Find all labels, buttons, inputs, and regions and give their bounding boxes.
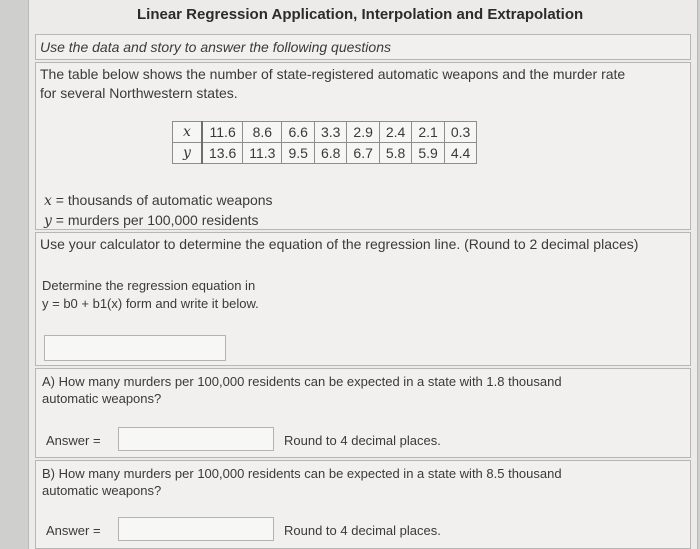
question-b-box <box>35 460 691 549</box>
question-b-line-2: automatic weapons? <box>42 483 162 498</box>
question-b-answer-input[interactable] <box>118 517 274 541</box>
table-cell: 2.1 <box>412 122 444 143</box>
y-header: y <box>173 143 203 164</box>
variable-definitions <box>44 191 273 231</box>
instruction-text: Use your calculator to determine the equation of the regression line. (Round to 2 decimal places) <box>40 236 639 252</box>
table-cell: 5.8 <box>379 143 411 164</box>
story-line-1: The table below shows the number of state-registered automatic weapons and the murder rate <box>40 66 626 82</box>
story-line-2: for several Northwestern states. <box>40 85 238 101</box>
answer-label: Answer = <box>46 523 101 538</box>
regression-equation-input[interactable] <box>44 335 226 361</box>
question-b-line-1: B) How many murders per 100,000 residents can be expected in a state with 8.5 thousand <box>42 466 562 481</box>
subtitle-text: Use the data and story to answer the following questions <box>40 39 391 55</box>
page-title: Linear Regression Application, Interpolation and Extrapolation <box>137 6 584 23</box>
instruction-box <box>35 232 691 366</box>
table-cell: 5.9 <box>412 143 444 164</box>
table-cell: 8.6 <box>243 122 282 143</box>
question-a-box <box>35 368 691 458</box>
x-definition: x = thousands of automatic weapons <box>44 192 273 209</box>
prompt-line-2: y = b0 + b1(x) form and write it below. <box>42 296 259 311</box>
x-header: x <box>173 122 203 143</box>
rounding-hint: Round to 4 decimal places. <box>284 433 441 448</box>
table-cell: 6.8 <box>314 143 346 164</box>
table-cell: 2.4 <box>379 122 411 143</box>
y-definition: y = murders per 100,000 residents <box>44 212 259 229</box>
rounding-hint: Round to 4 decimal places. <box>284 523 441 538</box>
question-a-answer-input[interactable] <box>118 427 274 451</box>
question-panel <box>28 0 698 549</box>
subtitle-box <box>35 34 691 60</box>
table-cell: 4.4 <box>444 143 476 164</box>
question-a-line-2: automatic weapons? <box>42 391 162 406</box>
table-cell: 11.3 <box>243 143 282 164</box>
table-cell: 11.6 <box>202 122 243 143</box>
table-row-y <box>173 143 477 164</box>
table-cell: 6.6 <box>282 122 314 143</box>
answer-label: Answer = <box>46 433 101 448</box>
data-table <box>172 121 477 164</box>
table-cell: 2.9 <box>347 122 379 143</box>
prompt-line-1: Determine the regression equation in <box>42 278 256 293</box>
table-row-x <box>173 122 477 143</box>
table-cell: 9.5 <box>282 143 314 164</box>
table-cell: 6.7 <box>347 143 379 164</box>
table-cell: 3.3 <box>314 122 346 143</box>
question-a-line-1: A) How many murders per 100,000 residents can be expected in a state with 1.8 thousand <box>42 374 562 389</box>
story-box <box>35 62 691 230</box>
regression-prompt <box>42 277 259 313</box>
table-cell: 13.6 <box>202 143 243 164</box>
table-cell: 0.3 <box>444 122 476 143</box>
